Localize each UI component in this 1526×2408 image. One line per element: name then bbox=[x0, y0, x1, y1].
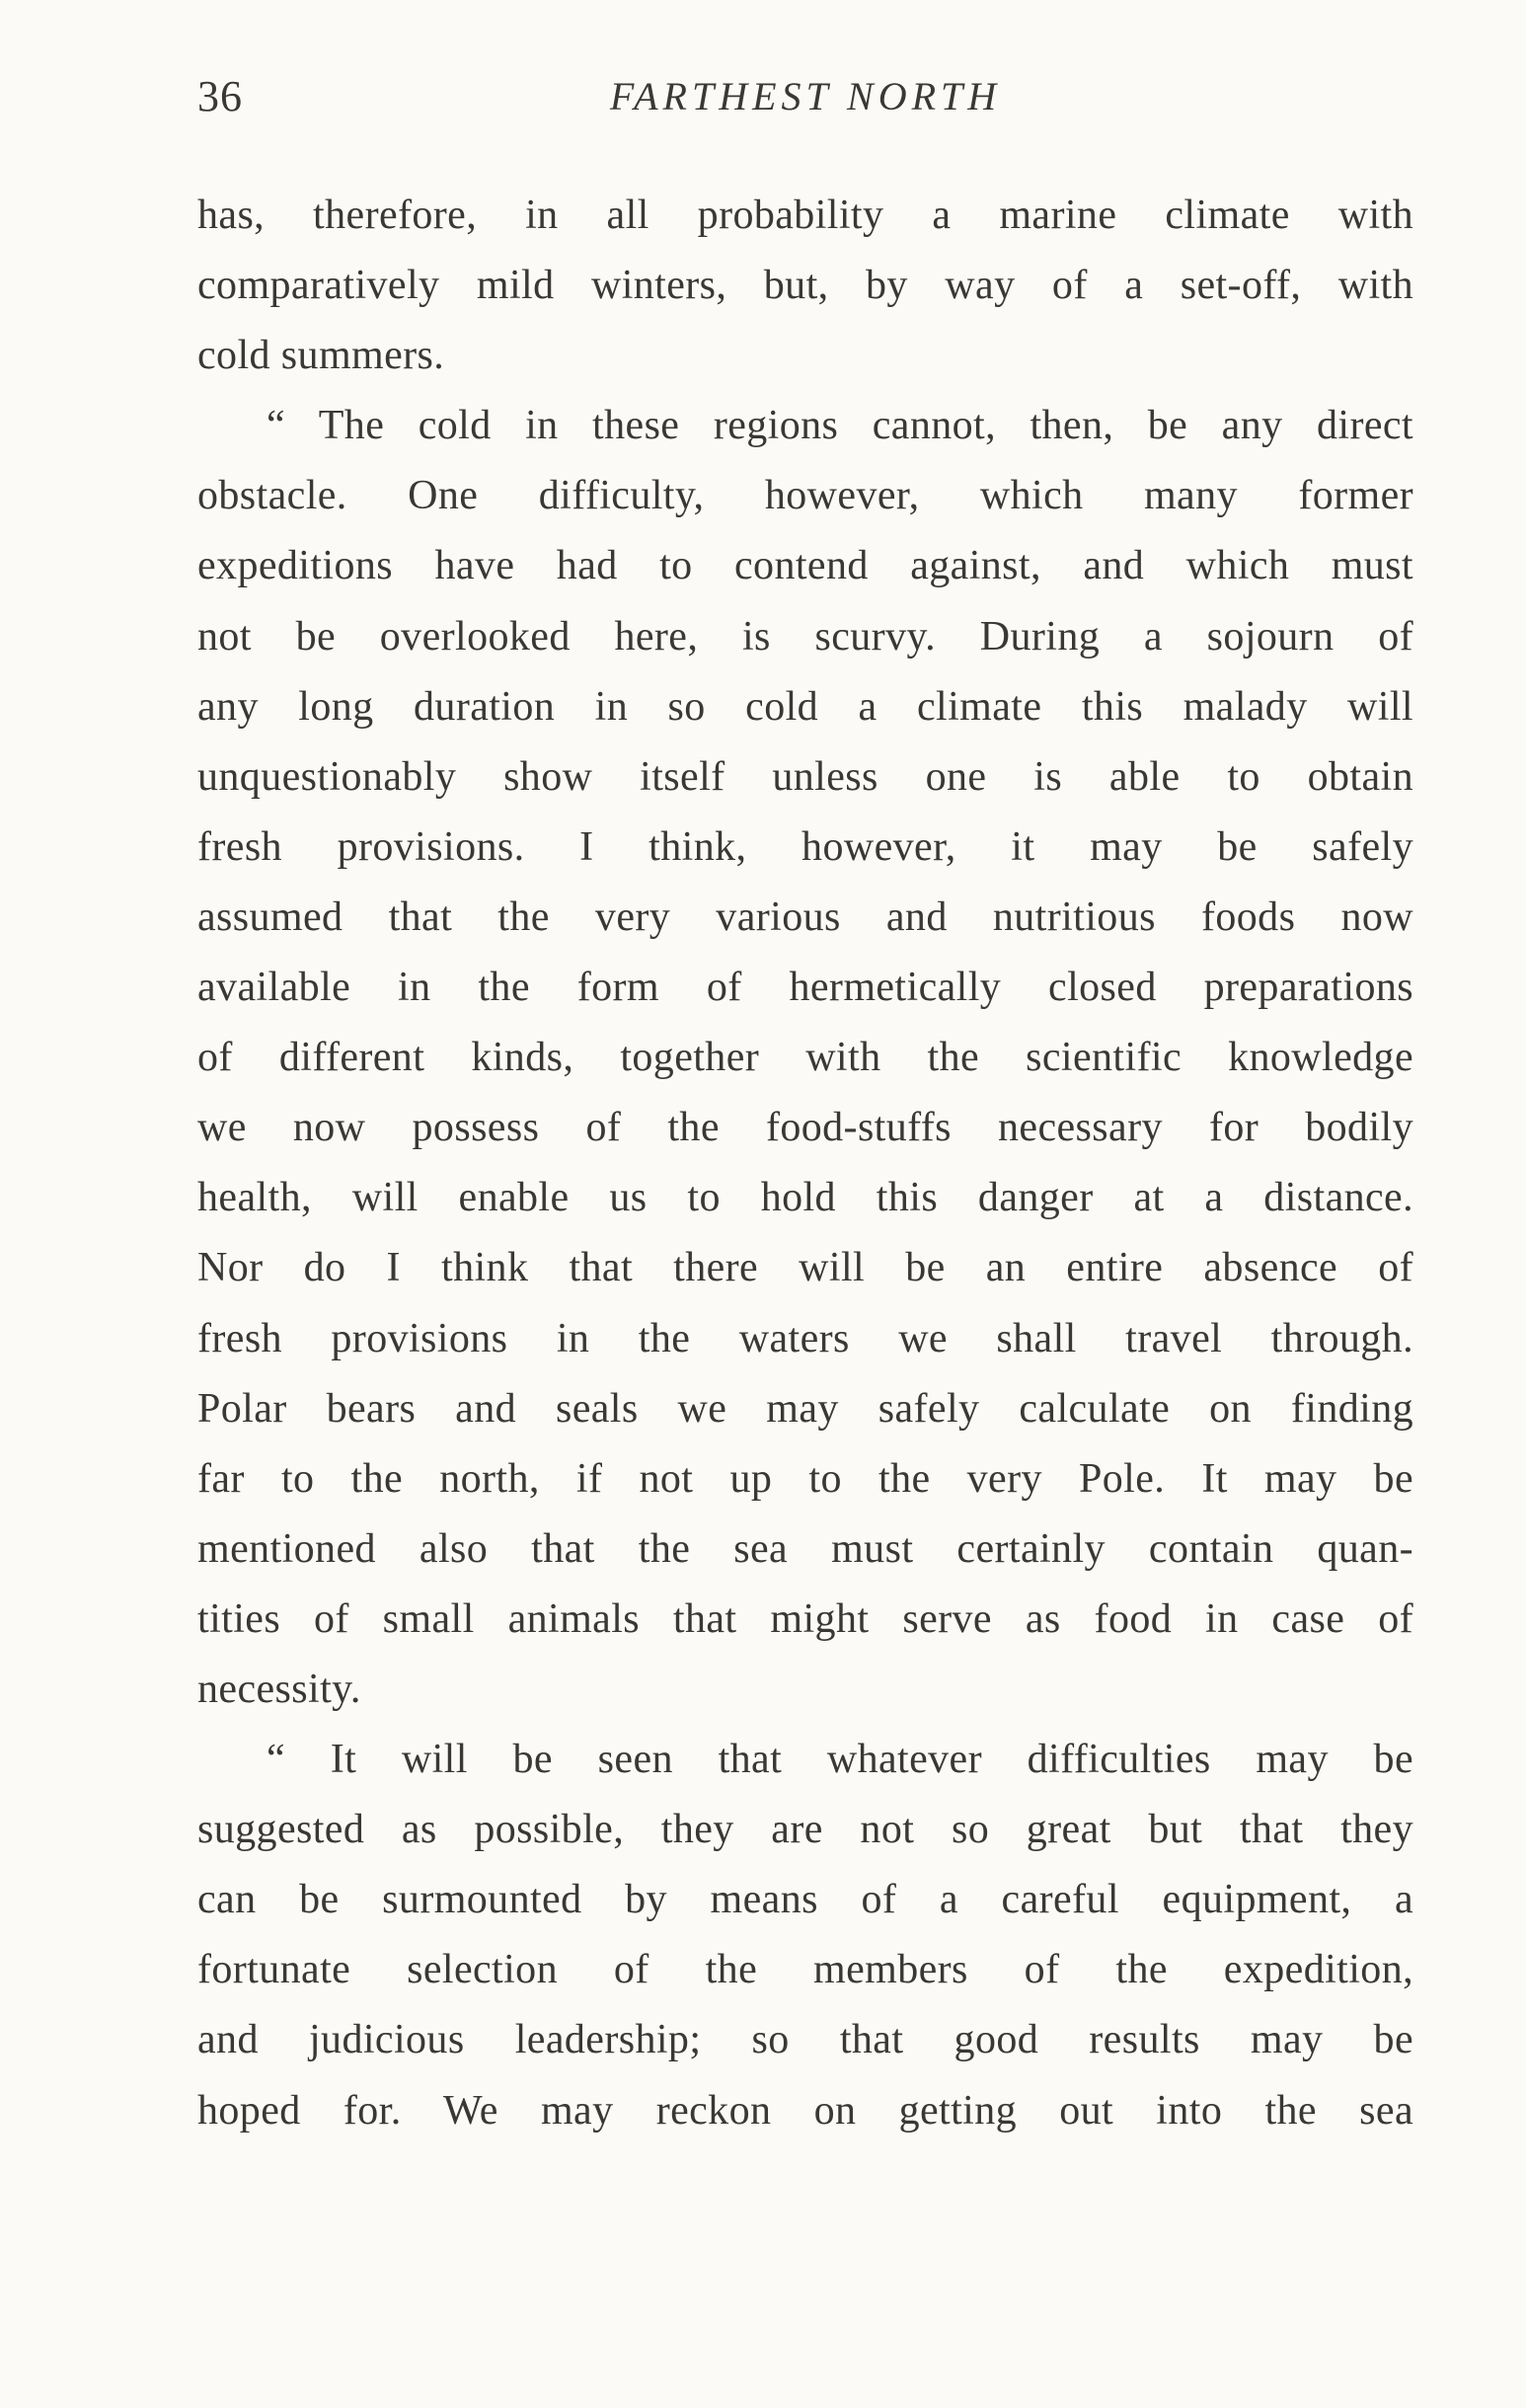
text-line: “ It will be seen that whatever difficulties may be bbox=[267, 1737, 1413, 1783]
text-line: far to the north, if not up to the very Pole. It may be bbox=[197, 1455, 1413, 1502]
text-line: unquestionably show itself unless one is able to obtain bbox=[197, 753, 1413, 800]
text-line: fortunate selection of the members of the expedition, bbox=[197, 1947, 1413, 1993]
running-title: FARTHEST NORTH bbox=[609, 74, 1002, 118]
text-line: expeditions have had to contend against, and which must bbox=[197, 543, 1413, 589]
text-line: comparatively mild winters, but, by way of a set-off, with bbox=[197, 263, 1413, 309]
text-line: hoped for. We may reckon on getting out into the sea bbox=[197, 2087, 1413, 2134]
text-line: mentioned also that the sea must certainly contain quan- bbox=[197, 1525, 1413, 1572]
running-head bbox=[197, 71, 1413, 130]
text-line: has, therefore, in all probability a marine climate with bbox=[197, 193, 1413, 238]
text-line: Nor do I think that there will be an entire absence of bbox=[197, 1245, 1413, 1291]
text-line: and judicious leadership; so that good results may be bbox=[197, 2017, 1413, 2063]
text-line: fresh provisions. I think, however, it may be safely bbox=[197, 823, 1413, 870]
text-line: “ The cold in these regions cannot, then, be any direct bbox=[267, 403, 1413, 449]
text-line: fresh provisions in the waters we shall travel through. bbox=[197, 1315, 1413, 1361]
text-line: necessity. bbox=[197, 1666, 361, 1712]
text-line: obstacle. One difficulty, however, which many former bbox=[197, 473, 1413, 519]
text-line: of different kinds, together with the scientific knowledge bbox=[197, 1035, 1413, 1081]
text-line: available in the form of hermetically closed preparations bbox=[197, 965, 1413, 1011]
text-line: not be overlooked here, is scurvy. During a sojourn of bbox=[197, 613, 1413, 660]
text-line: Polar bears and seals we may safely calculate on finding bbox=[197, 1385, 1413, 1432]
text-line: any long duration in so cold a climate this malady will bbox=[197, 683, 1413, 730]
page-number: 36 bbox=[197, 72, 243, 120]
text-line: suggested as possible, they are not so great but that they bbox=[197, 1807, 1413, 1853]
text-line: can be surmounted by means of a careful equipment, a bbox=[197, 1877, 1413, 1923]
text-line: we now possess of the food-stuffs necessary for bodily bbox=[197, 1105, 1413, 1151]
text-line: tities of small animals that might serve as food in case of bbox=[197, 1595, 1413, 1642]
text-line: cold summers. bbox=[197, 333, 445, 379]
body-text bbox=[197, 181, 1413, 2146]
text-line: assumed that the very various and nutritious foods now bbox=[197, 893, 1413, 940]
text-line: health, will enable us to hold this danger at a distance. bbox=[197, 1175, 1413, 1221]
